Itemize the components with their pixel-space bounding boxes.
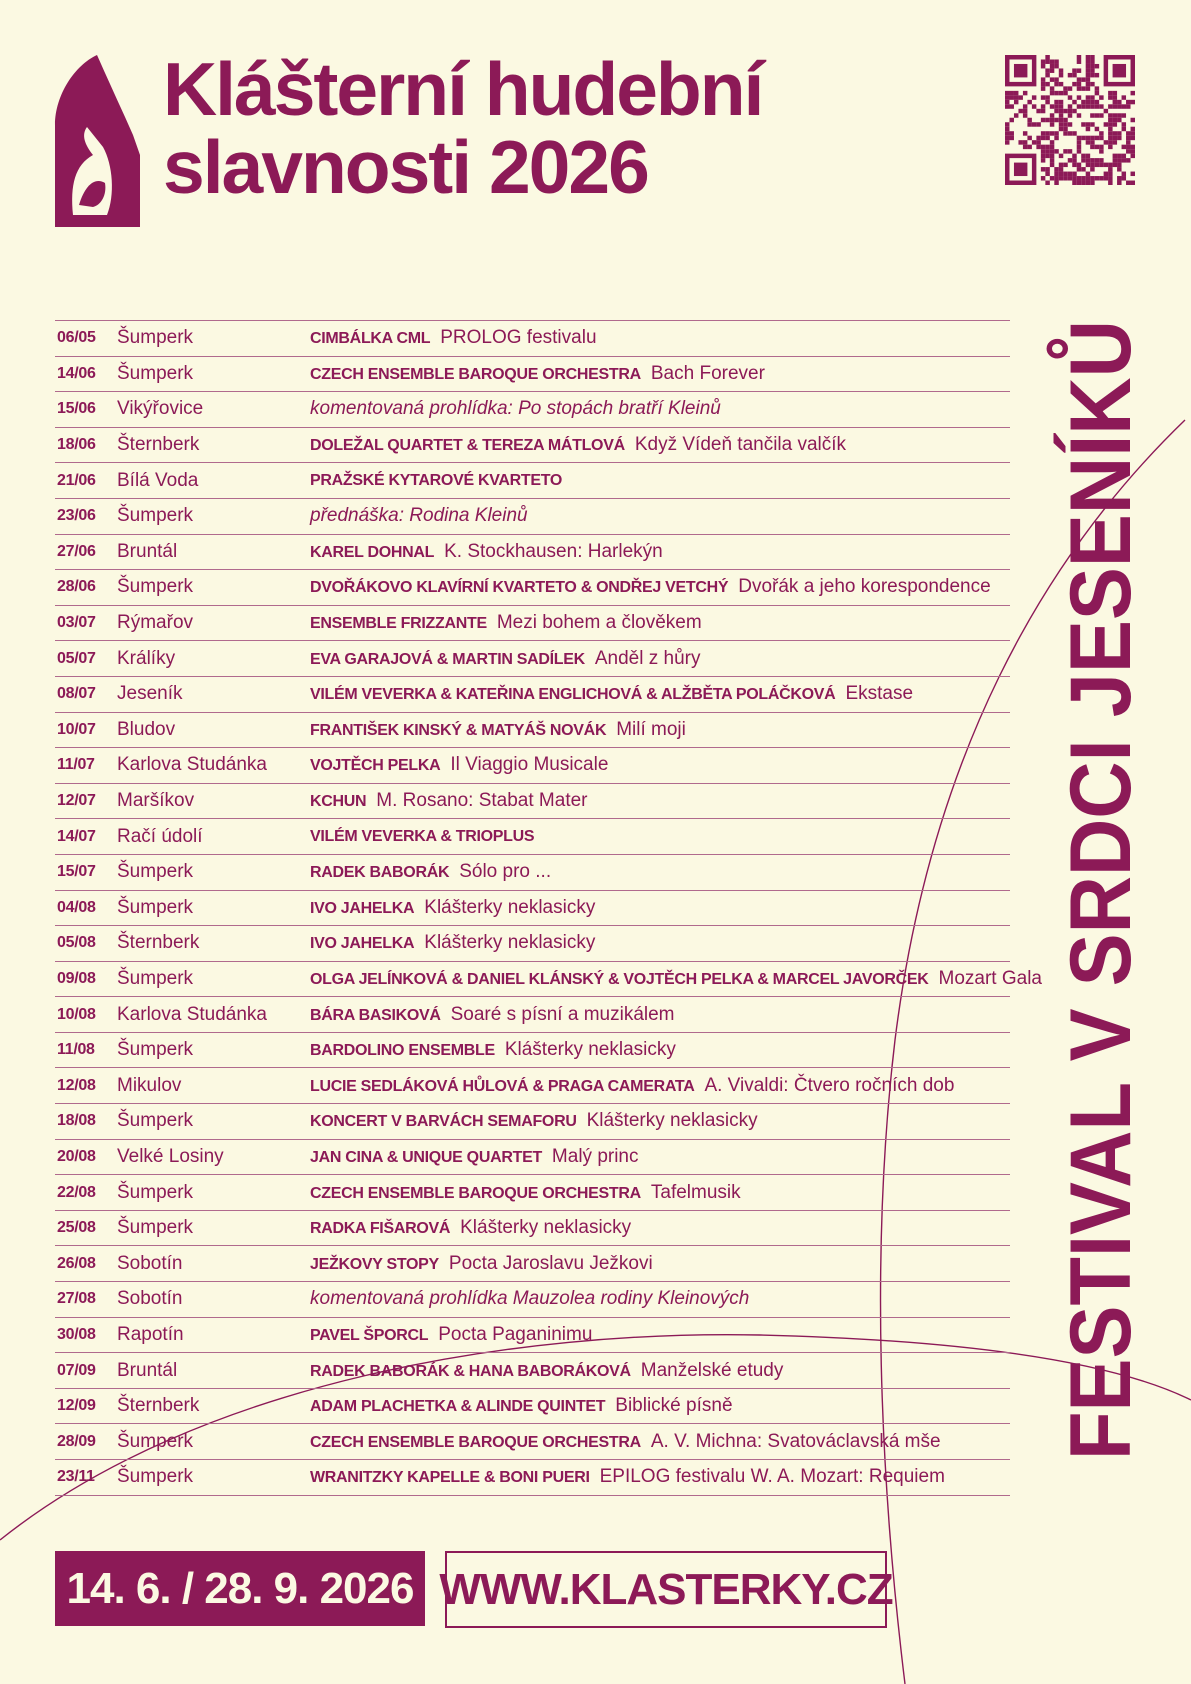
event-program: Biblické písně (615, 1395, 733, 1417)
event-program: přednáška: Rodina Kleinů (310, 505, 528, 527)
event-place: Šumperk (117, 362, 194, 384)
event-artist: PRAŽSKÉ KYTAROVÉ KVARTETO (310, 471, 563, 489)
schedule-row (55, 1460, 1010, 1496)
event-place: Šumperk (117, 1430, 194, 1452)
event-date: 09/08 (57, 969, 96, 987)
event-details (310, 576, 991, 598)
event-place: Šumperk (117, 1110, 194, 1132)
event-details (310, 1217, 631, 1239)
event-place: Račí údolí (117, 825, 203, 847)
schedule-row (55, 1353, 1010, 1389)
schedule-row (55, 891, 1010, 927)
event-place: Šumperk (117, 1039, 194, 1061)
schedule-row (55, 997, 1010, 1033)
event-place: Šumperk (117, 327, 194, 349)
event-artist: RADEK BABORÁK (310, 864, 450, 882)
event-artist: KCHUN (310, 793, 367, 811)
event-date: 11/08 (57, 1041, 95, 1059)
event-program: Klášterky neklasicky (460, 1217, 632, 1239)
vertical-slogan-container (1048, 225, 1149, 1460)
event-date: 12/09 (57, 1397, 96, 1415)
event-details (310, 1395, 733, 1417)
event-date: 06/05 (57, 329, 96, 347)
event-details (310, 828, 544, 846)
schedule-row (55, 463, 1010, 499)
event-place: Šumperk (117, 967, 194, 989)
vertical-slogan: FESTIVAL V SRDCI JESENÍKŮ (1053, 225, 1149, 1460)
event-details (310, 861, 551, 883)
schedule-row (55, 1175, 1010, 1211)
event-place: Karlova Studánka (117, 754, 267, 776)
event-date: 18/06 (57, 436, 96, 454)
event-artist: PAVEL ŠPORCL (310, 1326, 429, 1344)
schedule-row (55, 392, 1010, 428)
event-program: komentovaná prohlídka: Po stopách bratří Kleinů (310, 398, 721, 420)
event-artist: JAN CINA & UNIQUE QUARTET (310, 1148, 542, 1166)
event-program: Pocta Paganinimu (438, 1323, 593, 1345)
event-place: Maršíkov (117, 790, 195, 812)
event-place: Bludov (117, 718, 176, 740)
schedule-row (55, 1389, 1010, 1425)
schedule-row (55, 535, 1010, 571)
schedule-row (55, 606, 1010, 642)
event-program: Soaré s písní a muzikálem (450, 1003, 675, 1025)
event-program: Anděl z hůry (594, 647, 701, 669)
event-artist: LUCIE SEDLÁKOVÁ HŮLOVÁ & PRAGA CAMERATA (310, 1077, 695, 1095)
event-date: 18/08 (57, 1112, 96, 1130)
event-program: Když Vídeň tančila valčík (634, 434, 847, 456)
event-place: Šumperk (117, 896, 194, 918)
event-date: 30/08 (57, 1325, 96, 1343)
event-details (310, 1110, 758, 1132)
event-details (310, 648, 701, 670)
event-artist: ENSEMBLE FRIZZANTE (310, 615, 487, 633)
event-program: Milí moji (616, 718, 686, 740)
event-details (310, 897, 595, 919)
event-date: 10/08 (57, 1005, 96, 1023)
event-details (310, 434, 846, 456)
event-artist: BARDOLINO ENSEMBLE (310, 1042, 495, 1060)
event-schedule (55, 320, 1042, 1496)
event-program: Pocta Jaroslavu Ježkovi (448, 1252, 653, 1274)
schedule-row (55, 819, 1010, 855)
event-artist: RADKA FIŠAROVÁ (310, 1220, 451, 1238)
event-details (310, 1431, 941, 1453)
event-artist: EVA GARAJOVÁ & MARTIN SADÍLEK (310, 650, 585, 668)
event-details (310, 1146, 639, 1168)
event-details (310, 1253, 653, 1275)
event-date: 11/07 (57, 756, 95, 774)
page-title (163, 47, 763, 209)
event-artist: VILÉM VEVERKA & TRIOPLUS (310, 827, 535, 845)
event-date: 23/11 (57, 1468, 95, 1486)
event-place: Šternberk (117, 1395, 200, 1417)
event-date: 27/08 (57, 1290, 96, 1308)
event-program: M. Rosano: Stabat Mater (376, 790, 588, 812)
schedule-row (55, 1424, 1010, 1460)
event-program: Mezi bohem a člověkem (496, 612, 702, 634)
event-details (310, 505, 528, 527)
event-date: 05/07 (57, 649, 96, 667)
schedule-row (55, 677, 1010, 713)
event-program: Il Viaggio Musicale (450, 754, 609, 776)
event-date: 26/08 (57, 1254, 96, 1272)
event-date: 03/07 (57, 614, 96, 632)
event-program: Malý princ (551, 1145, 639, 1167)
event-program: PROLOG festivalu (440, 327, 597, 349)
event-place: Šumperk (117, 1466, 194, 1488)
schedule-row (55, 321, 1010, 357)
schedule-row (55, 926, 1010, 962)
event-place: Šternberk (117, 434, 200, 456)
event-place: Bílá Voda (117, 469, 199, 491)
event-artist: BÁRA BASIKOVÁ (310, 1006, 441, 1024)
event-details (310, 612, 702, 634)
event-date: 15/07 (57, 863, 96, 881)
event-details (310, 398, 721, 420)
event-details (310, 968, 1042, 990)
schedule-row (55, 784, 1010, 820)
schedule-row (55, 1246, 1010, 1282)
event-program: Tafelmusik (650, 1181, 741, 1203)
event-details (310, 1324, 592, 1346)
event-details (310, 932, 595, 954)
event-artist: CIMBÁLKA CML (310, 330, 431, 348)
event-program: K. Stockhausen: Harlekýn (444, 540, 663, 562)
event-program: Klášterky neklasicky (424, 896, 596, 918)
event-artist: JEŽKOVY STOPY (310, 1255, 439, 1273)
event-place: Šumperk (117, 861, 194, 883)
event-date: 22/08 (57, 1183, 96, 1201)
vertical-slogan-svg (1048, 225, 1149, 1460)
event-artist: KONCERT V BARVÁCH SEMAFORU (310, 1113, 577, 1131)
event-artist: CZECH ENSEMBLE BAROQUE ORCHESTRA (310, 1433, 641, 1451)
schedule-row (55, 1033, 1010, 1069)
schedule-row (55, 1068, 1010, 1104)
event-details (310, 754, 608, 776)
event-program: Ekstase (845, 683, 914, 705)
event-details (310, 1039, 676, 1061)
event-details (310, 1004, 675, 1026)
event-program: Klášterky neklasicky (504, 1039, 676, 1061)
schedule-row (55, 713, 1010, 749)
event-details (310, 790, 588, 812)
event-details (310, 719, 686, 741)
event-date: 28/06 (57, 578, 96, 596)
schedule-row (55, 499, 1010, 535)
event-details (310, 683, 913, 705)
event-details (310, 541, 663, 563)
event-program: Manželské etudy (640, 1359, 784, 1381)
event-date: 27/06 (57, 542, 96, 560)
event-date: 14/07 (57, 827, 96, 845)
event-place: Králíky (117, 647, 176, 669)
event-artist: ADAM PLACHETKA & ALINDE QUINTET (310, 1398, 606, 1416)
event-date: 15/06 (57, 400, 96, 418)
schedule-row (55, 428, 1010, 464)
event-date: 25/08 (57, 1219, 96, 1237)
event-place: Bruntál (117, 540, 178, 562)
event-program: Dvořák a jeho korespondence (738, 576, 991, 598)
schedule-row (55, 357, 1010, 393)
event-place: Rapotín (117, 1323, 184, 1345)
schedule-row (55, 962, 1042, 998)
event-place: Vikýřovice (117, 398, 204, 420)
event-place: Šternberk (117, 932, 200, 954)
event-date: 23/06 (57, 507, 96, 525)
event-place: Šumperk (117, 1217, 194, 1239)
event-place: Mikulov (117, 1074, 182, 1096)
qr-code-icon[interactable] (1005, 55, 1135, 185)
event-place: Sobotín (117, 1252, 183, 1274)
event-artist: CZECH ENSEMBLE BAROQUE ORCHESTRA (310, 365, 641, 383)
event-date: 05/08 (57, 934, 96, 952)
schedule-row (55, 1104, 1010, 1140)
event-details (310, 1360, 783, 1382)
event-artist: VOJTĚCH PELKA (310, 757, 441, 775)
event-place: Sobotín (117, 1288, 183, 1310)
event-program: Mozart Gala (938, 967, 1042, 989)
event-place: Šumperk (117, 576, 194, 598)
event-date: 28/09 (57, 1432, 96, 1450)
event-place: Karlova Studánka (117, 1003, 267, 1025)
event-artist: IVO JAHELKA (310, 899, 415, 917)
event-date: 14/06 (57, 364, 96, 382)
event-program: Bach Forever (650, 362, 765, 384)
event-artist: FRANTIŠEK KINSKÝ & MATYÁŠ NOVÁK (310, 721, 607, 739)
event-date: 07/09 (57, 1361, 96, 1379)
event-place: Velké Losiny (117, 1145, 224, 1167)
event-program: A. Vivaldi: Čtvero ročních dob (704, 1074, 955, 1096)
title-line-2: slavnosti 2026 (163, 125, 648, 209)
event-program: EPILOG festivalu W. A. Mozart: Requiem (599, 1466, 945, 1488)
event-date: 10/07 (57, 720, 96, 738)
event-details (310, 363, 765, 385)
schedule-row (55, 1318, 1010, 1354)
event-artist: KAREL DOHNAL (310, 543, 435, 561)
event-date: 12/08 (57, 1076, 96, 1094)
event-place: Šumperk (117, 505, 194, 527)
title-line-1: Klášterní hudební (163, 47, 763, 131)
event-artist: DVOŘÁKOVO KLAVÍRNÍ KVARTETO & ONDŘEJ VETCHÝ (310, 579, 729, 597)
festival-logo-icon (55, 55, 140, 227)
event-details (310, 1182, 741, 1204)
event-artist: OLGA JELÍNKOVÁ & DANIEL KLÁNSKÝ & VOJTĚCH PELKA & MARCEL JAVORČEK (310, 970, 929, 988)
event-artist: VILÉM VEVERKA & KATEŘINA ENGLICHOVÁ & ALŽBĚTA POLÁČKOVÁ (310, 686, 836, 704)
event-program: A. V. Michna: Svatováclavská mše (650, 1430, 941, 1452)
schedule-row (55, 1140, 1010, 1176)
event-artist: DOLEŽAL QUARTET & TEREZA MÁTLOVÁ (310, 437, 625, 455)
event-place: Bruntál (117, 1359, 178, 1381)
schedule-row (55, 1282, 1010, 1318)
schedule-row (55, 855, 1010, 891)
event-details (310, 472, 572, 490)
event-artist: IVO JAHELKA (310, 935, 415, 953)
event-date: 04/08 (57, 898, 96, 916)
event-date: 12/07 (57, 792, 96, 810)
event-details (310, 327, 597, 349)
event-artist: CZECH ENSEMBLE BAROQUE ORCHESTRA (310, 1184, 641, 1202)
schedule-row (55, 1211, 1010, 1247)
website-link[interactable]: WWW.KLASTERKY.CZ (445, 1551, 887, 1628)
event-program: komentovaná prohlídka Mauzolea rodiny Kleinových (310, 1288, 750, 1310)
festival-dates: 14. 6. / 28. 9. 2026 (55, 1551, 425, 1626)
schedule-row (55, 748, 1010, 784)
event-artist: WRANITZKY KAPELLE & BONI PUERI (310, 1469, 590, 1487)
event-artist: RADEK BABORÁK & HANA BABORÁKOVÁ (310, 1362, 631, 1380)
event-program: Klášterky neklasicky (586, 1110, 758, 1132)
event-date: 08/07 (57, 685, 96, 703)
event-program: Sólo pro ... (459, 861, 552, 883)
event-program: Klášterky neklasicky (424, 932, 596, 954)
event-place: Jeseník (117, 683, 183, 705)
schedule-row (55, 570, 1010, 606)
event-date: 20/08 (57, 1147, 96, 1165)
event-details (310, 1288, 749, 1310)
schedule-row (55, 641, 1010, 677)
event-details (310, 1466, 945, 1488)
event-place: Rýmařov (117, 612, 194, 634)
event-place: Šumperk (117, 1181, 194, 1203)
event-details (310, 1075, 954, 1097)
event-date: 21/06 (57, 471, 96, 489)
